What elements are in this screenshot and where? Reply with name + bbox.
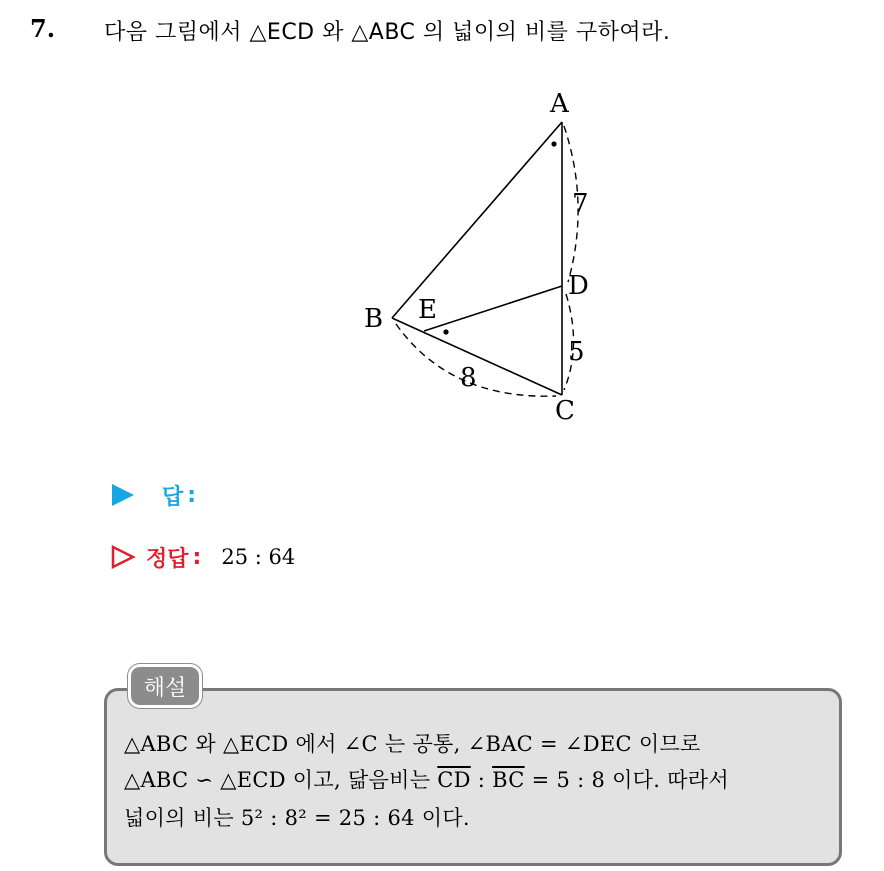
label-c: C	[555, 396, 575, 426]
answer-label: 답	[162, 484, 184, 510]
solution-line-2-post: = 5 : 8 이다. 따라서	[524, 768, 729, 792]
solution-line-3: 넓이의 비는 5² : 8² = 25 : 64 이다.	[124, 806, 470, 830]
segment-ab	[392, 122, 562, 318]
segment-bc	[392, 318, 562, 395]
question-number: 7.	[30, 14, 56, 43]
answer-row	[110, 480, 216, 510]
question-text: 다음 그림에서 △ECD 와 △ABC 의 넓이의 비를 구하여라.	[104, 20, 671, 45]
angle-mark-e	[443, 329, 448, 334]
length-ad: 7	[572, 189, 589, 219]
solution-line-2	[124, 764, 729, 794]
length-dc: 5	[568, 337, 585, 367]
solution-tab: 해설	[128, 664, 202, 708]
angle-mark-a	[551, 141, 556, 146]
solution-line-1: △ABC 와 △ECD 에서 ∠C 는 공통, ∠BAC = ∠DEC 이므로	[124, 732, 701, 756]
correct-colon: :	[192, 544, 202, 570]
label-d: D	[568, 271, 589, 301]
segment-cd-overline: $\overline{CD}$	[437, 768, 471, 792]
segment-ed	[424, 286, 562, 331]
correct-value: 25 : 64	[221, 545, 296, 569]
label-a: A	[550, 89, 569, 119]
label-b: B	[364, 304, 384, 334]
solution-line-2-pre: △ABC ∽ △ECD 이고, 닮음비는	[124, 768, 438, 792]
correct-answer-row	[110, 542, 295, 572]
outline-triangle-icon	[110, 544, 136, 570]
segment-bc-overline: $\overline{BC}$	[492, 768, 525, 792]
triangle-figure	[350, 80, 610, 430]
length-bc: 8	[460, 363, 477, 393]
correct-label: 정답	[146, 546, 189, 572]
solution-line-2-mid: :	[470, 768, 493, 792]
label-e: E	[418, 295, 437, 325]
filled-triangle-icon	[110, 482, 136, 508]
answer-colon: :	[187, 482, 197, 508]
